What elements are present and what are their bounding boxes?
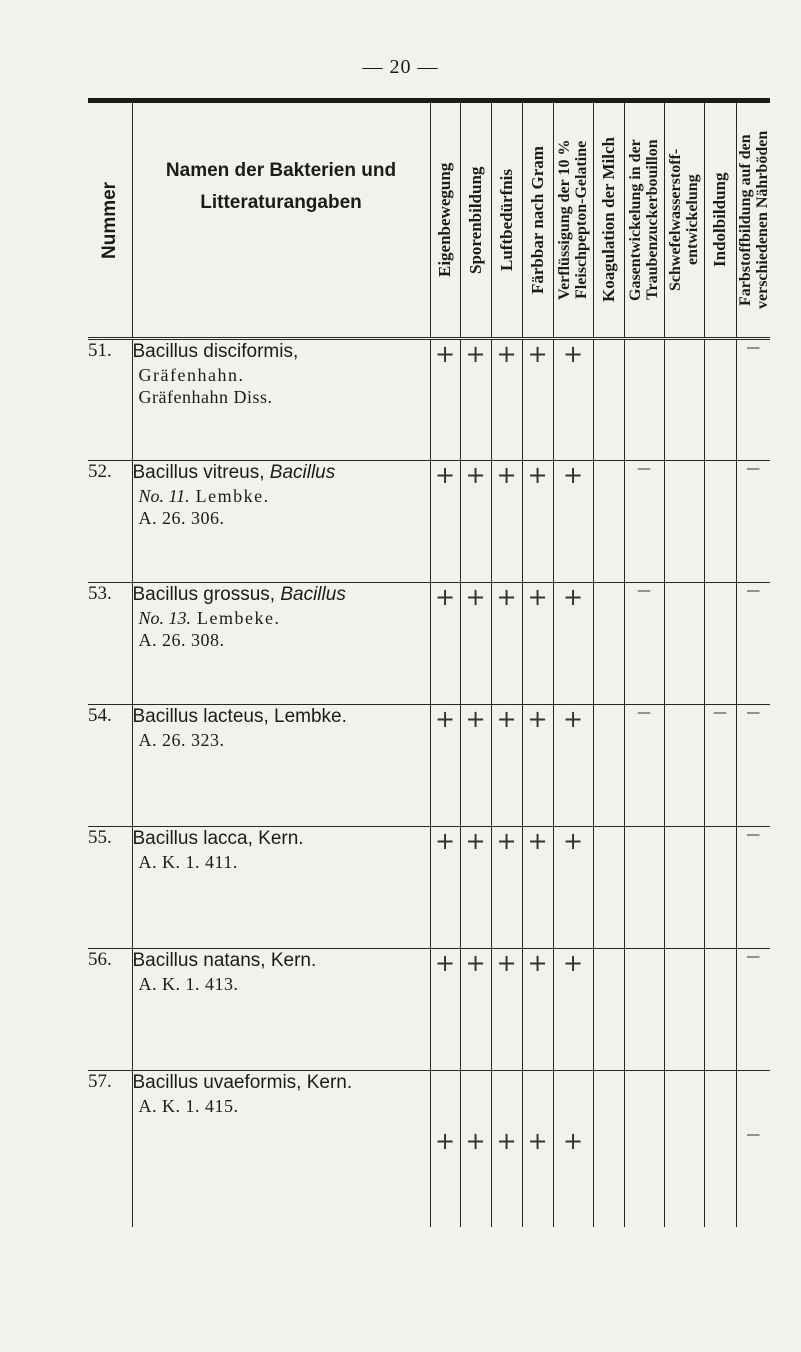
cell-gas: —	[624, 582, 664, 704]
cell-indol	[704, 948, 736, 1070]
cell-sporenbildung: +	[460, 1070, 491, 1227]
cell-milch	[593, 460, 624, 582]
bacterium-entry	[132, 338, 430, 460]
cell-milch	[593, 948, 624, 1070]
bacterium-name: Bacillus disciformis,	[132, 340, 299, 362]
col-name-label	[133, 103, 430, 219]
cell-gas	[624, 826, 664, 948]
cell-schwefel	[664, 948, 704, 1070]
cell-eigenbewegung: +	[430, 826, 460, 948]
col-gas-line2: Traubenzuckerbouillon	[644, 139, 661, 301]
cell-milch	[593, 826, 624, 948]
cell-indol	[704, 582, 736, 704]
row-number: 54.	[88, 704, 132, 826]
cell-gelatine: +	[553, 582, 593, 704]
cell-indol: —	[704, 704, 736, 826]
cell-milch	[593, 338, 624, 460]
cell-sporenbildung: +	[460, 948, 491, 1070]
col-gram	[522, 103, 553, 338]
bacteria-table	[88, 103, 770, 1227]
table-row	[88, 338, 770, 460]
cell-luftbeduerfnis: +	[491, 460, 522, 582]
cell-indol	[704, 826, 736, 948]
cell-gelatine: +	[553, 460, 593, 582]
bacterium-name-italic: Bacillus	[269, 461, 336, 483]
author-text: Lembeke.	[197, 607, 281, 628]
cell-farbstoff: —	[736, 582, 770, 704]
col-sporenbildung	[460, 103, 491, 338]
cell-gas: —	[624, 704, 664, 826]
table-row	[88, 704, 770, 826]
cell-farbstoff: —	[746, 1126, 761, 1143]
cell-sporenbildung: +	[460, 460, 491, 582]
cell-gram: +	[522, 582, 553, 704]
cell-luftbeduerfnis: +	[491, 338, 522, 460]
col-name-line2: Litteraturangaben	[200, 192, 362, 213]
reference: A. K. 1. 413.	[138, 973, 239, 994]
row-number: 52.	[88, 460, 132, 582]
col-milch-label: Koagulation der Milch	[598, 137, 618, 303]
bacterium-entry	[132, 948, 430, 1070]
cell-sporenbildung: +	[460, 338, 491, 460]
cell-indol	[704, 460, 736, 582]
cell-farbstoff: —	[736, 948, 770, 1070]
col-nummer-label: Nummer	[98, 181, 120, 259]
bacterium-name-text: Bacillus vitreus,	[132, 461, 265, 483]
cell-gram: +	[522, 338, 553, 460]
row-number: 53.	[88, 582, 132, 704]
cell-gas	[624, 338, 664, 460]
bacterium-name: Bacillus lacteus, Lembke.	[132, 705, 347, 727]
col-gram-label: Färbbar nach Gram	[527, 146, 547, 294]
cell-milch	[593, 704, 624, 826]
header-row	[88, 103, 770, 338]
cell-sporenbildung: +	[460, 582, 491, 704]
cell-luftbeduerfnis: +	[491, 1070, 522, 1227]
col-milch	[593, 103, 624, 338]
row-number: 57.	[88, 1070, 132, 1227]
col-indol	[704, 103, 736, 338]
cell-farbstoff: —	[736, 826, 770, 948]
cell-milch	[593, 1070, 624, 1227]
cell-indol	[704, 338, 736, 460]
cell-schwefel	[664, 1070, 704, 1227]
reference: Gräfenhahn Diss.	[138, 386, 273, 407]
bacterium-name-text: Bacillus grossus,	[132, 583, 276, 605]
cell-farbstoff: —	[736, 338, 770, 460]
cell-eigenbewegung: +	[430, 582, 460, 704]
bacterium-name	[133, 461, 430, 485]
col-gelatine-line1: Verflüssigung der 10 %	[556, 139, 573, 301]
cell-schwefel	[664, 826, 704, 948]
cell-luftbeduerfnis: +	[491, 582, 522, 704]
bacterium-entry	[132, 704, 430, 826]
col-gas-line1: Gasentwickelung in der	[627, 139, 644, 301]
bacterium-entry	[132, 826, 430, 948]
col-farbstoff-label	[737, 107, 771, 333]
cell-eigenbewegung: +	[430, 704, 460, 826]
col-schwefel	[664, 103, 704, 338]
cell-farbstoff: —	[736, 460, 770, 582]
cell-gram: +	[522, 460, 553, 582]
col-gelatine-line2: Fleischpepton-Gelatine	[573, 140, 590, 300]
author	[133, 485, 430, 507]
cell-indol	[704, 1070, 736, 1227]
col-eigenbewegung	[430, 103, 460, 338]
cell-eigenbewegung: +	[430, 948, 460, 1070]
bacterium-entry	[132, 460, 430, 582]
bacterium-name: Bacillus lacca, Kern.	[132, 827, 304, 849]
table-row	[88, 582, 770, 704]
cell-farbstoff: —	[736, 704, 770, 826]
author-text: Lembke.	[195, 485, 270, 506]
table-row	[88, 1070, 770, 1227]
cell-gelatine: +	[553, 826, 593, 948]
table-row	[88, 460, 770, 582]
col-luft-label: Luftbedürfnis	[496, 168, 516, 272]
cell-gram: +	[522, 1070, 553, 1227]
col-schwefel-label	[667, 107, 701, 333]
col-farbstoff	[736, 103, 770, 338]
bacterium-name-italic: Bacillus	[280, 583, 346, 605]
col-nummer	[88, 103, 132, 338]
reference: A. K. 1. 415.	[138, 1095, 239, 1116]
row-number: 55.	[88, 826, 132, 948]
col-farbstoff-line1: Farbstoffbildung auf den	[736, 134, 754, 306]
reference: A. 26. 323.	[138, 729, 225, 750]
col-schwefel-line1: Schwefelwasserstoff-	[667, 148, 684, 292]
cell-gelatine: +	[553, 704, 593, 826]
col-gas-label	[627, 107, 661, 333]
cell-gram: +	[522, 948, 553, 1070]
cell-eigenbewegung: +	[430, 338, 460, 460]
cell-gelatine: +	[553, 1070, 593, 1227]
col-name	[132, 103, 430, 338]
col-gelatine	[553, 103, 593, 338]
author-italic: No. 11.	[138, 485, 190, 506]
row-number: 51.	[88, 338, 132, 460]
cell-luftbeduerfnis: +	[491, 948, 522, 1070]
col-luftbeduerfnis	[491, 103, 522, 338]
cell-eigenbewegung: +	[430, 1070, 460, 1227]
reference: A. 26. 308.	[138, 629, 225, 650]
col-name-line1: Namen der Bakterien und	[165, 160, 397, 181]
cell-sporenbildung: +	[460, 704, 491, 826]
col-schwefel-line2: entwickelung	[684, 174, 701, 266]
bacterium-entry	[132, 582, 430, 704]
cell-luftbeduerfnis: +	[491, 826, 522, 948]
reference: A. K. 1. 411.	[138, 851, 238, 872]
cell-gas: —	[624, 460, 664, 582]
cell-gas	[624, 1070, 664, 1227]
col-eigen-label: Eigenbewegung	[435, 162, 454, 278]
cell-gram: +	[522, 704, 553, 826]
cell-eigenbewegung: +	[430, 460, 460, 582]
author: Gräfenhahn.	[138, 364, 245, 385]
author	[133, 607, 430, 629]
author-italic: No. 13.	[138, 607, 192, 628]
cell-gelatine: +	[553, 948, 593, 1070]
cell-schwefel	[664, 460, 704, 582]
table-row	[88, 826, 770, 948]
col-sporen-label: Sporenbildung	[465, 166, 485, 274]
table-row	[88, 948, 770, 1070]
cell-milch	[593, 582, 624, 704]
cell-gas	[624, 948, 664, 1070]
cell-schwefel	[664, 704, 704, 826]
col-gelatine-label	[556, 107, 590, 333]
cell-luftbeduerfnis: +	[491, 704, 522, 826]
row-number: 56.	[88, 948, 132, 1070]
col-indol-label: Indolbildung	[710, 172, 729, 268]
bacterium-name	[133, 583, 430, 607]
cell-schwefel	[664, 338, 704, 460]
page-number: — 20 —	[362, 56, 439, 78]
bacterium-name: Bacillus natans, Kern.	[132, 949, 317, 971]
col-gasentwickelung	[624, 103, 664, 338]
cell-sporenbildung: +	[460, 826, 491, 948]
col-farbstoff-line2: verschiedenen Nährböden	[753, 130, 771, 310]
bacterium-entry	[132, 1070, 430, 1227]
cell-gram: +	[522, 826, 553, 948]
cell-gelatine: +	[553, 338, 593, 460]
reference: A. 26. 306.	[138, 507, 225, 528]
bacterium-name: Bacillus uvaeformis, Kern.	[132, 1071, 353, 1093]
cell-schwefel	[664, 582, 704, 704]
